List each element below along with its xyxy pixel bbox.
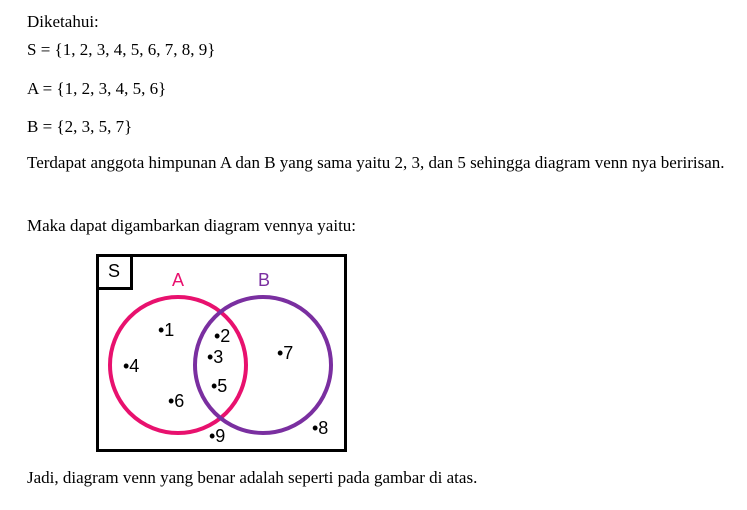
conclusion: Jadi, diagram venn yang benar adalah seperti pada gambar di atas. [27,468,478,487]
set-b-definition: B = {2, 3, 5, 7} [27,117,133,136]
set-a-definition: A = {1, 2, 3, 4, 5, 6} [27,79,167,98]
member-1: •1 [158,320,175,340]
venn-diagram [96,254,348,454]
member-2: •2 [214,326,231,346]
member-8: •8 [312,418,329,438]
heading-diketahui: Diketahui: [27,12,99,31]
member-3: •3 [207,347,224,367]
set-b-label: B [258,270,271,290]
universe-label: S [108,261,121,281]
member-6: •6 [168,391,185,411]
intersection-explanation: Terdapat anggota himpunan A dan B yang sama yaitu 2, 3, dan 5 sehingga diagram venn nya beririsan. [27,153,725,172]
member-9: •9 [209,426,226,446]
diagram-intro: Maka dapat digambarkan diagram vennya yaitu: [27,216,357,235]
set-a-label: A [172,270,185,290]
member-4: •4 [123,356,140,376]
member-7: •7 [277,343,294,363]
member-5: •5 [211,376,228,396]
set-s-definition: S = {1, 2, 3, 4, 5, 6, 7, 8, 9} [27,40,216,59]
